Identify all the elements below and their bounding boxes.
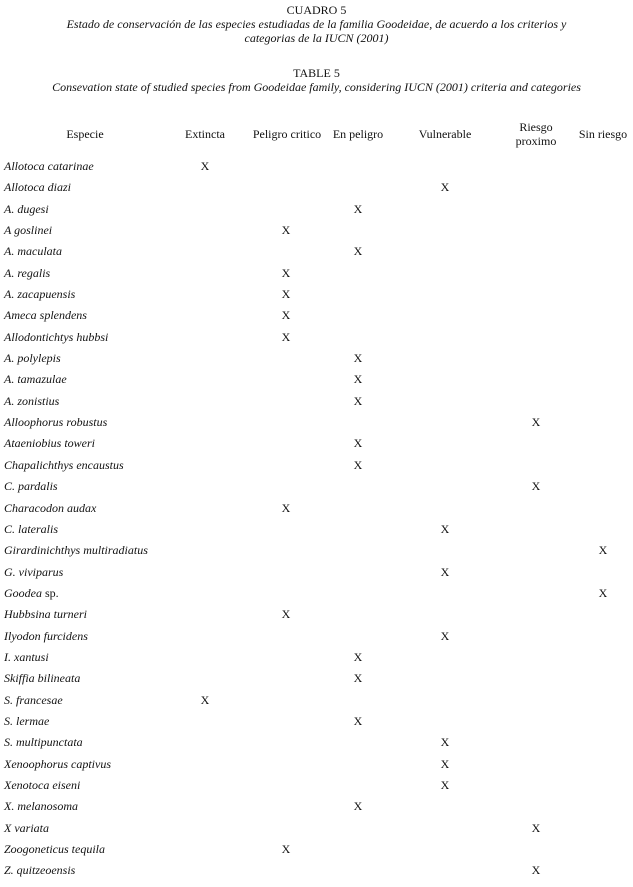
status-mark-peligro-critico: X (281, 308, 291, 323)
table-row (0, 201, 633, 222)
table-row (0, 564, 633, 585)
species-name: Goodea sp. (4, 585, 59, 600)
status-mark-riesgo-proximo: X (531, 479, 541, 494)
status-mark-en-peligro: X (353, 201, 363, 216)
table-row (0, 158, 633, 179)
table-row (0, 777, 633, 798)
table-row (0, 606, 633, 627)
species-suffix: sp. (42, 585, 59, 600)
status-mark-peligro-critico: X (281, 265, 291, 280)
column-header-especie: Especie (66, 127, 104, 141)
species-name: Z. quitzeoensis (4, 863, 76, 878)
species-name: S. lermae (4, 713, 50, 728)
column-header-vulnerable: Vulnerable (418, 127, 472, 141)
status-mark-peligro-critico: X (281, 607, 291, 622)
table-row (0, 585, 633, 606)
species-name: Girardinichthys multiradiatus (4, 543, 148, 558)
table-row (0, 350, 633, 371)
table-row (0, 414, 633, 435)
species-name: A goslinei (4, 223, 53, 238)
species-name: Ataeniobius toweri (4, 436, 95, 451)
status-mark-peligro-critico: X (281, 329, 291, 344)
status-mark-extincta: X (200, 159, 210, 173)
status-mark-en-peligro: X (353, 244, 363, 259)
table-row (0, 435, 633, 456)
species-name: Hubbsina turneri (4, 607, 88, 622)
table-caption: Consevation state of studied species from Goodeidae family, considering IUCN (2001) criteria and categories (52, 80, 581, 94)
status-mark-sin-riesgo: X (598, 585, 608, 600)
table-row (0, 329, 633, 350)
status-mark-vulnerable: X (440, 777, 450, 792)
table-row (0, 265, 633, 286)
column-header-sin-riesgo: Sin riesgo (578, 127, 628, 141)
status-mark-vulnerable: X (440, 521, 450, 536)
species-name: Alloophorus robustus (4, 415, 108, 430)
species-name: A. zacapuensis (4, 287, 76, 302)
table-row (0, 478, 633, 499)
status-mark-vulnerable: X (440, 564, 450, 579)
status-mark-en-peligro: X (353, 436, 363, 451)
table-row (0, 307, 633, 328)
table-row (0, 393, 633, 414)
table-row (0, 521, 633, 542)
column-header-peligro-critico: Peligro critico (252, 127, 322, 141)
species-name: A. dugesi (4, 201, 49, 216)
status-mark-sin-riesgo: X (598, 543, 608, 558)
species-name: Allotoca diazi (4, 180, 71, 195)
cuadro-caption: Estado de conservación de las especies estudiadas de la familia Goodeidae, de acuerdo a los criterios y categorias de la IUCN (2001) (66, 17, 567, 45)
status-mark-riesgo-proximo: X (531, 820, 541, 835)
species-name: C. pardalis (4, 479, 58, 494)
status-mark-en-peligro: X (353, 393, 363, 408)
species-name: A. zonistius (4, 393, 60, 408)
table-row (0, 862, 633, 883)
status-mark-peligro-critico: X (281, 842, 291, 856)
species-table-body (0, 158, 633, 884)
table-row (0, 628, 633, 649)
species-name: Characodon audax (4, 500, 97, 515)
status-mark-peligro-critico: X (281, 500, 291, 515)
species-name: C. lateralis (4, 521, 59, 536)
status-mark-en-peligro: X (353, 799, 363, 814)
species-name: A. polylepis (4, 351, 61, 366)
table-row (0, 798, 633, 819)
status-mark-vulnerable: X (440, 180, 450, 195)
table-row (0, 734, 633, 755)
column-header-en-peligro: En peligro (332, 127, 384, 141)
status-mark-en-peligro: X (353, 649, 363, 664)
table-row (0, 692, 633, 713)
species-name: I. xantusi (4, 649, 49, 664)
species-name: Skiffia bilineata (4, 671, 81, 686)
species-name: Chapalichthys encaustus (4, 457, 124, 472)
species-name: A. regalis (4, 265, 51, 280)
status-mark-en-peligro: X (353, 372, 363, 387)
species-name: S. multipunctata (4, 735, 83, 750)
column-header-extincta: Extincta (185, 127, 225, 141)
status-mark-vulnerable: X (440, 735, 450, 750)
status-mark-peligro-critico: X (281, 287, 291, 302)
table-row (0, 371, 633, 392)
status-mark-vulnerable: X (440, 628, 450, 643)
species-name: S. francesae (4, 692, 63, 707)
table-row (0, 820, 633, 841)
status-mark-extincta: X (200, 692, 210, 707)
species-name: Allodontichtys hubbsi (4, 329, 109, 344)
status-mark-riesgo-proximo: X (531, 415, 541, 430)
table-row (0, 243, 633, 264)
table-row (0, 179, 633, 200)
status-mark-riesgo-proximo: X (531, 863, 541, 878)
species-name: X variata (4, 820, 49, 835)
status-mark-vulnerable: X (440, 756, 450, 771)
species-name: Zoogoneticus tequila (4, 842, 105, 856)
species-name: G. viviparus (4, 564, 64, 579)
cuadro-title: CUADRO 5 (286, 3, 347, 17)
table-row (0, 713, 633, 734)
table-title: TABLE 5 (293, 66, 340, 80)
species-name: A. tamazulae (4, 372, 67, 387)
table-row (0, 841, 633, 862)
species-name: Xenoophorus captivus (4, 756, 111, 771)
table-row (0, 756, 633, 777)
table-row (0, 222, 633, 243)
table-row (0, 542, 633, 563)
status-mark-en-peligro: X (353, 457, 363, 472)
table-row (0, 670, 633, 691)
status-mark-peligro-critico: X (281, 223, 291, 238)
species-name: A. maculata (4, 244, 62, 259)
table-row (0, 649, 633, 670)
species-name: Xenotoca eiseni (4, 777, 81, 792)
table-row (0, 286, 633, 307)
status-mark-en-peligro: X (353, 351, 363, 366)
status-mark-en-peligro: X (353, 713, 363, 728)
status-mark-en-peligro: X (353, 671, 363, 686)
column-header-riesgo-proximo: Riesgo proximo (515, 120, 557, 148)
species-name: X. melanosoma (4, 799, 78, 814)
table-row (0, 500, 633, 521)
species-name: Ilyodon furcidens (4, 628, 88, 643)
table-row (0, 457, 633, 478)
species-name: Ameca splendens (4, 308, 87, 323)
species-name: Allotoca catarinae (4, 159, 94, 173)
